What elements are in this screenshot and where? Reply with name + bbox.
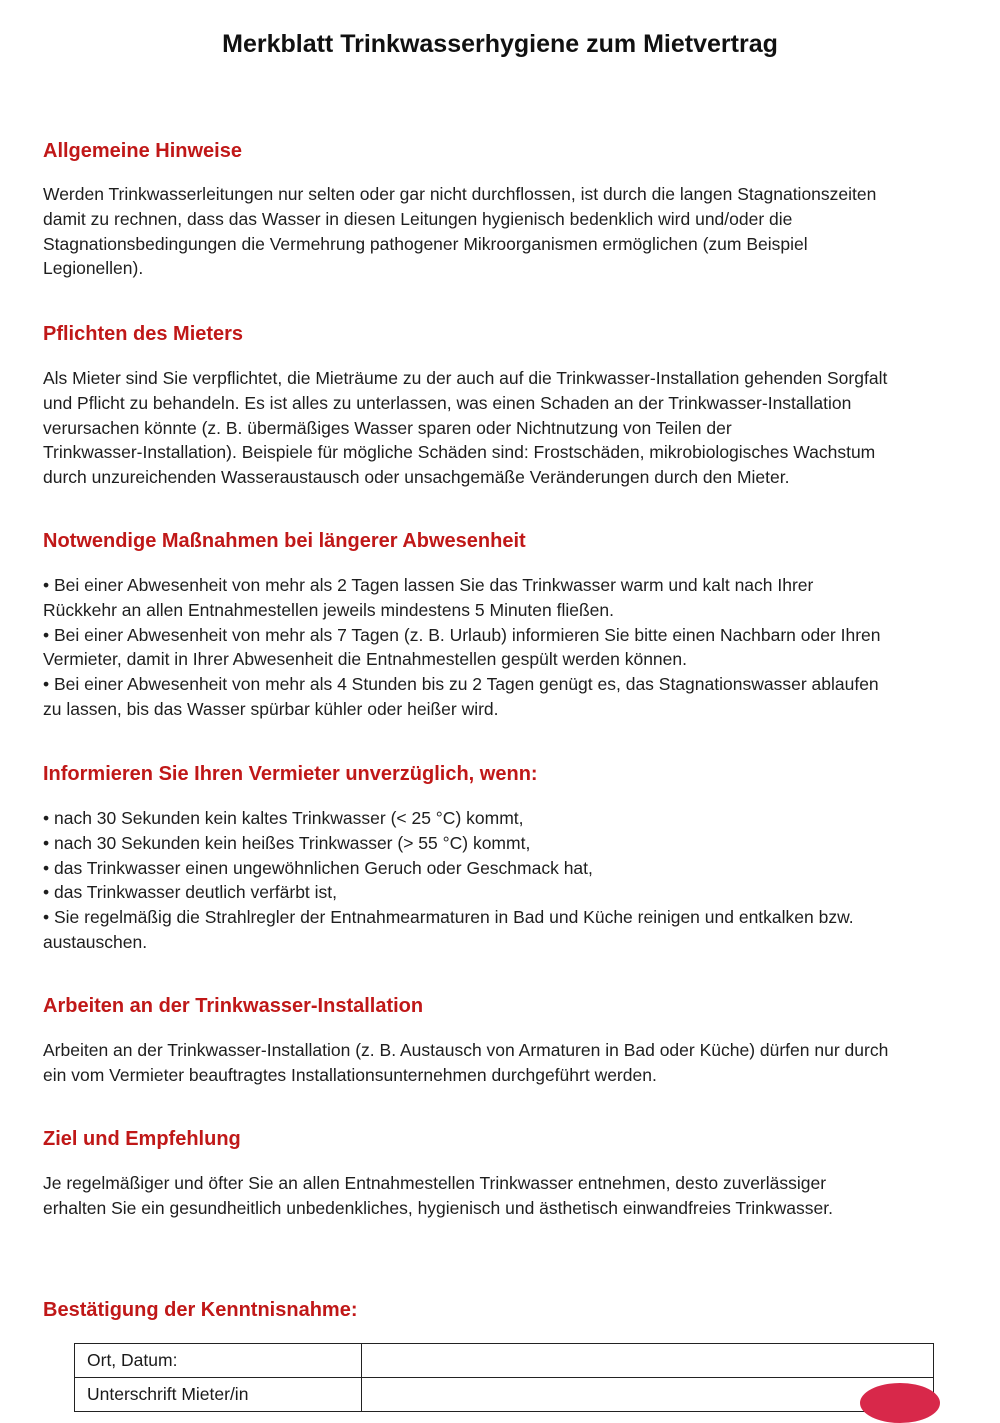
text-line: ein vom Vermieter beauftragtes Installationsunternehmen durchgeführt werden. <box>43 1064 657 1085</box>
heading-ziel-und-empfehlung: Ziel und Empfehlung <box>43 1128 241 1150</box>
paragraph-pflichten <box>43 366 973 490</box>
stamp-mark <box>860 1383 940 1423</box>
list-item: Rückkehr an allen Entnahmestellen jeweils mindestens 5 Minuten fließen. <box>43 599 614 620</box>
heading-pflichten-des-mieters: Pflichten des Mieters <box>43 323 244 345</box>
list-item: • nach 30 Sekunden kein heißes Trinkwasser (> 55 °C) kommt, <box>43 832 531 853</box>
list-item: austauschen. <box>43 931 148 952</box>
document-title: Merkblatt Trinkwasserhygiene zum Mietvertrag <box>222 30 778 58</box>
list-item: • Sie regelmäßig die Strahlregler der Entnahmearmaturen in Bad und Küche reinigen und entkalken bzw. <box>43 907 854 928</box>
list-item: • das Trinkwasser einen ungewöhnlichen Geruch oder Geschmack hat, <box>43 857 593 878</box>
text-line: Je regelmäßiger und öfter Sie an allen Entnahmestellen Trinkwasser entnehmen, desto zuverlässiger <box>43 1173 827 1193</box>
paragraph-allgemeine-hinweise <box>43 182 973 281</box>
list-item: • nach 30 Sekunden kein kaltes Trinkwasser (< 25 °C) kommt, <box>43 808 524 828</box>
tenant-signature-field[interactable] <box>362 1378 934 1412</box>
heading-allgemeine-hinweise: Allgemeine Hinweise <box>43 140 242 162</box>
text-line: durch unzureichenden Wasseraustausch oder unsachgemäße Veränderungen durch den Mieter. <box>43 467 790 488</box>
list-item: zu lassen, bis das Wasser spürbar kühler oder heißer wird. <box>43 698 499 719</box>
place-date-label: Ort, Datum: <box>75 1344 362 1378</box>
list-item: • Bei einer Abwesenheit von mehr als 7 Tagen (z. B. Urlaub) informieren Sie bitte einen Nachbarn oder Ihren <box>43 624 881 645</box>
text-line: damit zu rechnen, dass das Wasser in diesen Leitungen hygienisch bedenklich wird und/oder die <box>43 208 793 229</box>
list-item: • Bei einer Abwesenheit von mehr als 2 Tagen lassen Sie das Trinkwasser warm und kalt nach Ihrer <box>43 575 814 595</box>
heading-bestaetigung: Bestätigung der Kenntnisnahme: <box>43 1299 358 1321</box>
table-row <box>75 1344 934 1378</box>
heading-informieren-vermieter: Informieren Sie Ihren Vermieter unverzüglich, wenn: <box>43 763 538 785</box>
text-line: Trinkwasser-Installation). Beispiele für mögliche Schäden sind: Frostschäden, mikrobiologisches Wachstum <box>43 442 876 463</box>
paragraph-ziel <box>43 1171 973 1221</box>
table-row <box>75 1378 934 1412</box>
text-line: verursachen könnte (z. B. übermäßiges Wasser sparen oder Nichtnutzung von Teilen der <box>43 417 732 438</box>
text-line: Legionellen). <box>43 258 144 279</box>
heading-arbeiten-installation: Arbeiten an der Trinkwasser-Installation <box>43 995 424 1017</box>
confirmation-table <box>74 1343 934 1412</box>
list-massnahmen <box>43 573 973 722</box>
tenant-signature-label: Unterschrift Mieter/in <box>75 1378 362 1412</box>
text-line: erhalten Sie ein gesundheitlich unbedenkliches, hygienisch und ästhetisch einwandfreies Trinkwasser. <box>43 1197 833 1218</box>
list-item: • Bei einer Abwesenheit von mehr als 4 Stunden bis zu 2 Tagen genügt es, das Stagnationswasser ablaufen <box>43 674 879 695</box>
list-item: Vermieter, damit in Ihrer Abwesenheit die Entnahmestellen gespült werden können. <box>43 649 687 670</box>
text-line: und Pflicht zu behandeln. Es ist alles zu unterlassen, was einen Schaden an der Trinkwasser-Installation <box>43 392 852 413</box>
heading-notwendige-massnahmen: Notwendige Maßnahmen bei längerer Abwesenheit <box>43 530 526 552</box>
paragraph-arbeiten <box>43 1038 973 1088</box>
text-line: Als Mieter sind Sie verpflichtet, die Mieträume zu der auch auf die Trinkwasser-Installation gehenden Sorgfalt <box>43 368 888 388</box>
list-item: • das Trinkwasser deutlich verfärbt ist, <box>43 882 338 903</box>
text-line: Werden Trinkwasserleitungen nur selten oder gar nicht durchflossen, ist durch die langen Stagnationszeiten <box>43 184 877 204</box>
text-line: Stagnationsbedingungen die Vermehrung pathogener Mikroorganismen ermöglichen (zum Beispiel <box>43 233 808 254</box>
list-informieren <box>43 806 973 955</box>
place-date-field[interactable] <box>362 1344 934 1378</box>
text-line: Arbeiten an der Trinkwasser-Installation (z. B. Austausch von Armaturen in Bad oder Küche) dürfen nur durch <box>43 1040 889 1060</box>
